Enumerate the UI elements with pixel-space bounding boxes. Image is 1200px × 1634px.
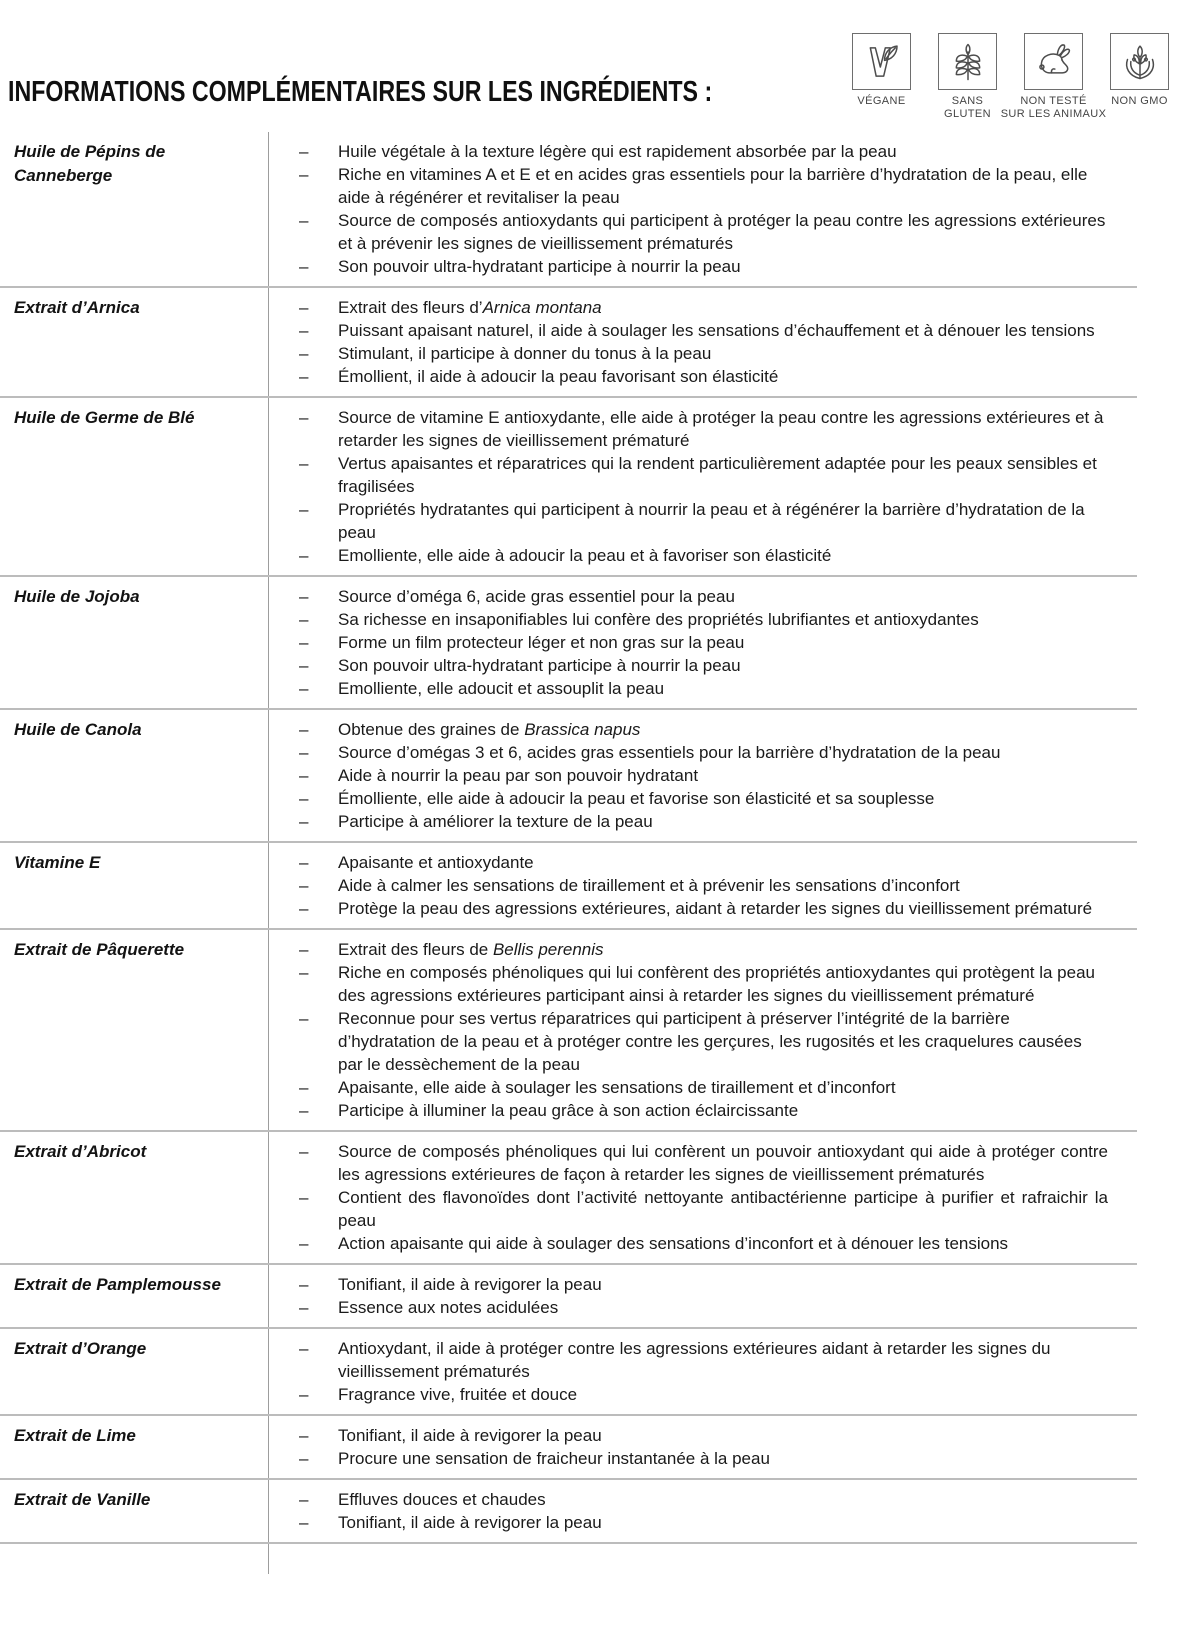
badge-label: SANS GLUTEN — [943, 95, 992, 120]
dash-marker: – — [299, 1426, 309, 1445]
bullet-item — [299, 851, 1135, 874]
badge-cruelty-free — [1000, 33, 1107, 120]
bullet-text: Riche en composés phénoliques qui lui confèrent des propriétés antioxydantes qui protègent la peau des agressions extérieures participant ainsi à retarder les signes du vieillissement prématuré — [338, 963, 1095, 1005]
bullet-item — [299, 209, 1135, 255]
ingredient-description — [268, 1416, 1137, 1478]
ingredient-description — [268, 132, 1137, 286]
bullet-text: Procure une sensation de fraicheur instantanée à la peau — [338, 1449, 770, 1468]
bullet-item — [299, 163, 1135, 209]
bullet-text: Reconnue pour ses vertus réparatrices qui participent à préserver l’intégrité de la barrière d’hydratation de la peau et à protéger contre les gerçures, les rugosités et les craquelures causées par le dessèchement de la peau — [338, 1009, 1082, 1074]
bullet-item — [299, 1511, 1135, 1534]
ingredient-description — [268, 398, 1137, 575]
page-title: INFORMATIONS COMPLÉMENTAIRES SUR LES INGRÉDIENTS : — [8, 76, 713, 108]
badge-label: NON GMO — [1111, 95, 1168, 107]
bullet-item — [299, 677, 1135, 700]
bullet-item — [299, 585, 1135, 608]
dash-marker: – — [299, 633, 309, 652]
dash-marker: – — [299, 1385, 309, 1404]
bullet-text: Son pouvoir ultra-hydratant participe à nourrir la peau — [338, 257, 741, 276]
dash-marker: – — [299, 142, 309, 161]
ingredient-name: Vitamine E — [14, 853, 101, 872]
ingredient-name: Extrait de Vanille — [14, 1490, 151, 1509]
bullet-item — [299, 631, 1135, 654]
bullet-text: Protège la peau des agressions extérieures, aidant à retarder les signes du vieillissement prématuré — [338, 899, 1093, 918]
dash-marker: – — [299, 1009, 309, 1028]
bullet-text: Contient des flavonoïdes dont l’activité nettoyante antibactérienne participe à purifier et rafraichir la peau — [338, 1188, 1108, 1230]
bullet-item — [299, 342, 1135, 365]
dash-marker: – — [299, 876, 309, 895]
dash-marker: – — [299, 1188, 309, 1207]
dash-marker: – — [299, 1142, 309, 1161]
dash-marker: – — [299, 1101, 309, 1120]
dash-marker: – — [299, 1490, 309, 1509]
ingredient-description — [268, 288, 1137, 396]
ingredient-row — [0, 1416, 1137, 1480]
ingredient-description — [268, 577, 1137, 708]
document-header — [0, 0, 1200, 132]
bullet-item — [299, 1140, 1135, 1186]
dash-marker: – — [299, 1298, 309, 1317]
bullet-item — [299, 1488, 1135, 1511]
bullet-item — [299, 406, 1135, 452]
bullet-item — [299, 1337, 1135, 1383]
bullet-item — [299, 810, 1135, 833]
bullet-text: Riche en vitamines A et E et en acides gras essentiels pour la barrière d’hydratation de la peau, elle aide à régénérer et revitaliser la peau — [338, 165, 1088, 207]
bullet-text: Fragrance vive, fruitée et douce — [338, 1385, 578, 1404]
dash-marker: – — [299, 257, 309, 276]
bullet-text: Participe à illuminer la peau grâce à son action éclaircissante — [338, 1101, 799, 1120]
bullet-text: Effluves douces et chaudes — [338, 1490, 546, 1509]
bullet-item — [299, 741, 1135, 764]
ingredient-row — [0, 1329, 1137, 1416]
bullet-item — [299, 1296, 1135, 1319]
ingredient-row — [0, 1265, 1137, 1329]
dash-marker: – — [299, 321, 309, 340]
bullet-text: Obtenue des graines de Brassica napus — [338, 720, 641, 739]
ingredient-row — [0, 1480, 1137, 1544]
bullet-item — [299, 498, 1135, 544]
bullet-text: Aide à calmer les sensations de tiraillement et à prévenir les sensations d’inconfort — [338, 876, 960, 895]
bullet-text: Forme un film protecteur léger et non gras sur la peau — [338, 633, 745, 652]
bullet-item — [299, 452, 1135, 498]
dash-marker: – — [299, 720, 309, 739]
ingredient-name: Huile de Pépins de Canneberge — [14, 142, 166, 185]
bullet-text: Aide à nourrir la peau par son pouvoir hydratant — [338, 766, 699, 785]
bullet-text: Propriétés hydratantes qui participent à nourrir la peau et à régénérer la barrière d’hydratation de la peau — [338, 500, 1085, 542]
bullet-text: Émollient, il aide à adoucir la peau favorisant son élasticité — [338, 367, 779, 386]
bullet-text: Emolliente, elle adoucit et assouplit la peau — [338, 679, 665, 698]
dash-marker: – — [299, 344, 309, 363]
dash-marker: – — [299, 656, 309, 675]
ingredients-table — [0, 132, 1137, 1544]
badge-gluten-free — [937, 33, 998, 120]
bullet-item — [299, 938, 1135, 961]
bullet-item — [299, 608, 1135, 631]
bullet-item — [299, 718, 1135, 741]
bullet-item — [299, 1099, 1135, 1122]
bullet-text: Apaisante, elle aide à soulager les sensations de tiraillement et d’inconfort — [338, 1078, 896, 1097]
bullet-text: Sa richesse en insaponifiables lui confère des propriétés lubrifiantes et antioxydantes — [338, 610, 979, 629]
bullet-text: Essence aux notes acidulées — [338, 1298, 559, 1317]
dash-marker: – — [299, 1513, 309, 1532]
ingredient-name: Extrait d’Arnica — [14, 298, 140, 317]
bullet-item — [299, 764, 1135, 787]
ingredient-row — [0, 843, 1137, 930]
dash-marker: – — [299, 610, 309, 629]
dash-marker: – — [299, 1234, 309, 1253]
ingredient-row — [0, 710, 1137, 843]
ingredient-row — [0, 577, 1137, 710]
bullet-text: Huile végétale à la texture légère qui est rapidement absorbée par la peau — [338, 142, 897, 161]
dash-marker: – — [299, 766, 309, 785]
bullet-text: Source de composés phénoliques qui lui confèrent un pouvoir antioxydant qui aide à protéger contre les agressions extérieures de façon à retarder les signes de vieillissement prématurés — [338, 1142, 1108, 1184]
dash-marker: – — [299, 853, 309, 872]
column-rule-stub — [268, 1544, 269, 1574]
dash-marker: – — [299, 812, 309, 831]
dash-marker: – — [299, 165, 309, 184]
dash-marker: – — [299, 454, 309, 473]
gluten-free-icon — [938, 33, 997, 90]
bullet-item — [299, 1424, 1135, 1447]
dash-marker: – — [299, 298, 309, 317]
bullet-text: Extrait des fleurs d’Arnica montana — [338, 298, 602, 317]
bullet-text: Extrait des fleurs de Bellis perennis — [338, 940, 604, 959]
dash-marker: – — [299, 408, 309, 427]
dash-marker: – — [299, 743, 309, 762]
bullet-item — [299, 1447, 1135, 1470]
dash-marker: – — [299, 1449, 309, 1468]
bullet-item — [299, 1273, 1135, 1296]
ingredient-name: Extrait de Pamplemousse — [14, 1275, 221, 1294]
dash-marker: – — [299, 679, 309, 698]
dash-marker: – — [299, 1275, 309, 1294]
bullet-item — [299, 365, 1135, 388]
bullet-item — [299, 544, 1135, 567]
dash-marker: – — [299, 1078, 309, 1097]
bullet-text: Stimulant, il participe à donner du tonus à la peau — [338, 344, 712, 363]
ingredient-name: Extrait de Lime — [14, 1426, 136, 1445]
bullet-text: Tonifiant, il aide à revigorer la peau — [338, 1426, 602, 1445]
dash-marker: – — [299, 963, 309, 982]
ingredient-description — [268, 1265, 1137, 1327]
bullet-text: Source de vitamine E antioxydante, elle aide à protéger la peau contre les agressions extérieures et à retarder les signes de vieillissement prématuré — [338, 408, 1104, 450]
bullet-text: Apaisante et antioxydante — [338, 853, 534, 872]
bullet-text: Participe à améliorer la texture de la peau — [338, 812, 653, 831]
dash-marker: – — [299, 899, 309, 918]
dash-marker: – — [299, 500, 309, 519]
badge-non-gmo — [1109, 33, 1170, 120]
dash-marker: – — [299, 211, 309, 230]
bullet-item — [299, 1383, 1135, 1406]
bullet-text: Source d’oméga 6, acide gras essentiel pour la peau — [338, 587, 735, 606]
vegan-icon — [852, 33, 911, 90]
badge-vegan — [851, 33, 912, 120]
ingredient-row — [0, 398, 1137, 577]
bullet-text: Émolliente, elle aide à adoucir la peau et favorise son élasticité et sa souplesse — [338, 789, 935, 808]
dash-marker: – — [299, 940, 309, 959]
ingredient-description — [268, 1329, 1137, 1414]
ingredient-description — [268, 1480, 1137, 1542]
bullet-item — [299, 874, 1135, 897]
bullet-item — [299, 1007, 1135, 1076]
ingredient-row — [0, 132, 1137, 288]
bullet-text: Source de composés antioxydants qui participent à protéger la peau contre les agressions extérieures et à prévenir les signes de vieillissement prématurés — [338, 211, 1106, 253]
bullet-text: Tonifiant, il aide à revigorer la peau — [338, 1513, 602, 1532]
bullet-item — [299, 897, 1135, 920]
bullet-item — [299, 319, 1135, 342]
bullet-text: Action apaisante qui aide à soulager des sensations d’inconfort et à dénouer les tensions — [338, 1234, 1009, 1253]
bullet-text: Antioxydant, il aide à protéger contre les agressions extérieures aidant à retarder les signes du vieillissement prématurés — [338, 1339, 1051, 1381]
bullet-item — [299, 296, 1135, 319]
ingredient-name: Extrait d’Abricot — [14, 1142, 147, 1161]
bullet-item — [299, 787, 1135, 810]
bullet-item — [299, 255, 1135, 278]
ingredient-description — [268, 843, 1137, 928]
bullet-item — [299, 140, 1135, 163]
dash-marker: – — [299, 587, 309, 606]
ingredient-description — [268, 710, 1137, 841]
badge-label: VÉGANE — [857, 95, 906, 107]
ingredient-row — [0, 1132, 1137, 1265]
bullet-item — [299, 1186, 1135, 1232]
dash-marker: – — [299, 1339, 309, 1358]
bullet-item — [299, 654, 1135, 677]
badge-label: NON TESTÉ SUR LES ANIMAUX — [1000, 95, 1107, 120]
cruelty-free-icon — [1024, 33, 1083, 90]
bullet-text: Tonifiant, il aide à revigorer la peau — [338, 1275, 602, 1294]
bullet-text: Son pouvoir ultra-hydratant participe à nourrir la peau — [338, 656, 741, 675]
dash-marker: – — [299, 367, 309, 386]
bullet-item — [299, 1232, 1135, 1255]
ingredient-description — [268, 930, 1137, 1130]
bullet-text: Source d’omégas 3 et 6, acides gras essentiels pour la barrière d’hydratation de la peau — [338, 743, 1001, 762]
dash-marker: – — [299, 546, 309, 565]
ingredient-row — [0, 930, 1137, 1132]
ingredient-name: Huile de Germe de Blé — [14, 408, 195, 427]
bullet-text: Puissant apaisant naturel, il aide à soulager les sensations d’échauffement et à dénouer les tensions — [338, 321, 1095, 340]
non-gmo-icon — [1110, 33, 1169, 90]
ingredient-name: Huile de Canola — [14, 720, 142, 739]
ingredient-name: Extrait de Pâquerette — [14, 940, 185, 959]
ingredient-row — [0, 288, 1137, 398]
bullet-text: Emolliente, elle aide à adoucir la peau et à favoriser son élasticité — [338, 546, 832, 565]
dash-marker: – — [299, 789, 309, 808]
bullet-item — [299, 961, 1135, 1007]
ingredient-description — [268, 1132, 1137, 1263]
bullet-text: Vertus apaisantes et réparatrices qui la rendent particulièrement adaptée pour les peaux sensibles et fragilisées — [338, 454, 1097, 496]
ingredient-name: Extrait d’Orange — [14, 1339, 147, 1358]
ingredient-name: Huile de Jojoba — [14, 587, 140, 606]
certification-badges — [851, 33, 1170, 120]
bullet-item — [299, 1076, 1135, 1099]
